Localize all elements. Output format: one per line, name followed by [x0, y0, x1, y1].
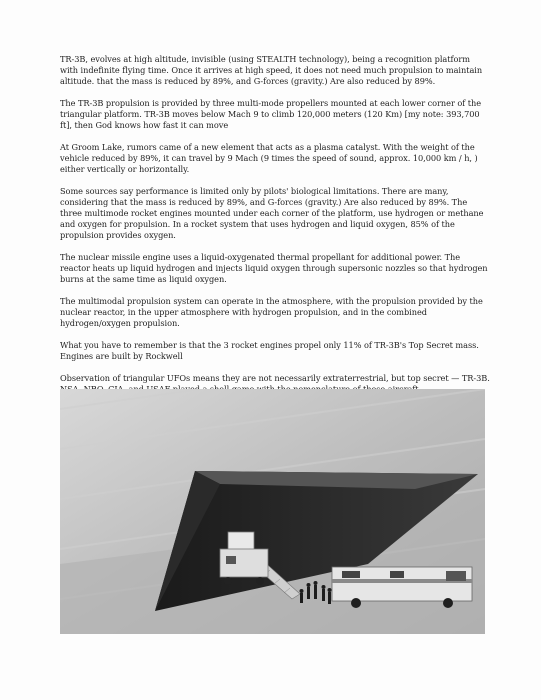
- paragraph-4: Some sources say performance is limited only by pilots' biological limitations. There are many, considering that the mass is reduced by 89%, and G-forces (gravity.) Are also reduced by 89%. The three multimode rocket engines mounted under each corner of the platform, use hydrogen or methane and oxygen for propulsion. In a rocket system that uses hydrogen and liquid oxygen, 85% of the propulsion provides oxygen.: [60, 186, 484, 240]
- document-body: [60, 54, 490, 406]
- paragraph-1: TR-3B, evolves at high altitude, invisible (using STEALTH technology), being a recognition platform with indefinite flying time. Once it arrives at high speed, it does not need much propulsion to maintain altitude. that the mass is reduced by 89%, and G-forces (gravity.) Are also reduced by 89%.: [60, 54, 483, 86]
- paragraph-5: The nuclear missile engine uses a liquid-oxygenated thermal propellant for additional power. The reactor heats up liquid hydrogen and injects liquid oxygen through supersonic nozzles so that hydrogen burns at the same time as liquid oxygen.: [60, 252, 488, 284]
- paragraph-8: Observation of triangular UFOs means they are not necessarily extraterrestrial, but top secret — TR-3B.: [60, 373, 490, 383]
- paragraph-3: At Groom Lake, rumors came of a new element that acts as a plasma catalyst. With the weight of the vehicle reduced by 89%, it can travel by 9 Mach (9 times the speed of sound, approx. 10,000 km / h, ) either vertically or horizontally.: [60, 142, 478, 174]
- aircraft-photo: [60, 389, 485, 634]
- paragraph-2: The TR-3B propulsion is provided by three multi-mode propellers mounted at each lower corner of the triangular platform. TR-3B moves below Mach 9 to climb 120,000 meters (120 Km) [my note: 393,700 ft], then God knows how fast it can move: [60, 98, 482, 130]
- paragraph-6: The multimodal propulsion system can operate in the atmosphere, with the propulsion provided by the nuclear reactor, in the upper atmosphere with hydrogen propulsion, and in the combined hydrogen/oxygen propulsion.: [60, 296, 483, 328]
- paragraph-7: What you have to remember is that the 3 rocket engines propel only 11% of TR-3B's Top Secret mass. Engines are built by Rockwell: [60, 340, 479, 361]
- aircraft-photo-image: [60, 389, 485, 634]
